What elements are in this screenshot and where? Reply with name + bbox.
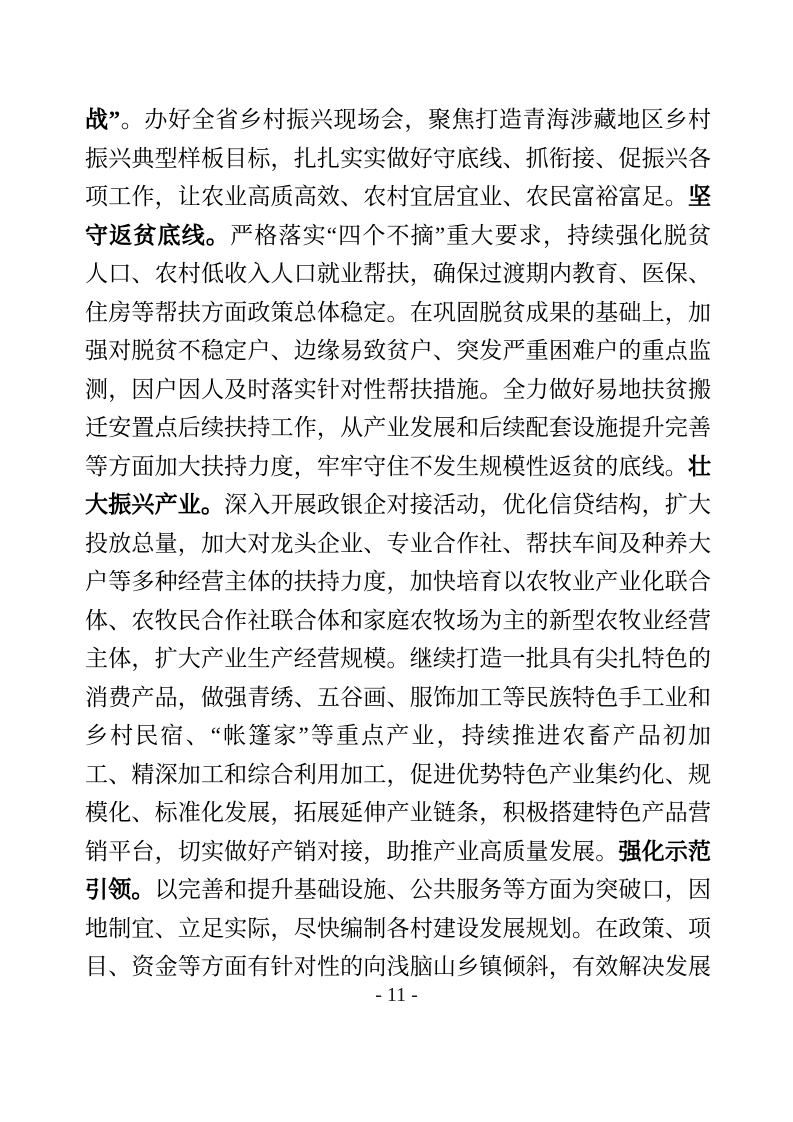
text-line — [85, 871, 711, 910]
text-line — [85, 101, 711, 140]
body-text — [85, 101, 711, 987]
text-segment: 项工作，让农业高质高效、农村宜居宜业、农民富裕富足。 — [85, 184, 688, 209]
emphasis-text-segment: 引领。 — [85, 877, 155, 902]
text-line — [85, 255, 711, 294]
text-line — [85, 140, 711, 179]
text-segment: 严格落实“四个不摘”重大要求，持续强化脱贫 — [230, 222, 711, 248]
text-line — [85, 794, 711, 833]
text-line — [85, 948, 711, 987]
text-segment: 目、资金等方面有针对性的向浅脑山乡镇倾斜，有效解决发展 — [85, 954, 711, 979]
text-segment: 等方面加大扶持力度，牢牢守住不发生规模性返贫的底线。 — [85, 453, 688, 479]
text-line — [85, 602, 711, 641]
text-line — [85, 409, 711, 448]
text-line — [85, 486, 711, 525]
text-segment: 投放总量，加大对龙头企业、专业合作社、帮扶车间及种养大 — [85, 530, 711, 556]
text-line — [85, 563, 711, 602]
text-segment: 。办好全省乡村振兴现场会，聚焦打造青海涉藏地区乡村 — [120, 107, 711, 132]
text-line — [85, 217, 711, 256]
emphasis-text-segment: 壮 — [688, 453, 711, 479]
text-segment: 深入开展政银企对接活动，优化信贷结构，扩大 — [224, 492, 711, 517]
text-segment: 强对脱贫不稳定户、边缘易致贫户、突发严重困难户的重点监 — [85, 338, 711, 363]
text-segment: 测，因户因人及时落实针对性帮扶措施。全力做好易地扶贫搬 — [85, 376, 711, 402]
text-segment: 销平台，切实做好产销对接，助推产业高质量发展。 — [85, 838, 619, 864]
text-segment: 以完善和提升基础设施、公共服务等方面为突破口，因 — [154, 877, 711, 902]
text-segment: 体、农牧民合作社联合体和家庭农牧场为主的新型农牧业经营 — [85, 607, 711, 633]
text-segment: 地制宜、立足实际，尽快编制各村建设发展规划。在政策、项 — [85, 915, 711, 941]
text-segment: 住房等帮扶方面政策总体稳定。在巩固脱贫成果的基础上，加 — [85, 299, 711, 325]
emphasis-text-segment: 守返贫底线。 — [85, 222, 231, 248]
text-segment: 乡村民宿、“帐篷家”等重点产业，持续推进农畜产品初加 — [85, 723, 711, 748]
text-segment: 人口、农村低收入人口就业帮扶，确保过渡期内教育、医保、 — [85, 261, 711, 286]
text-line — [85, 294, 711, 333]
text-segment: 户等多种经营主体的扶持力度，加快培育以农牧业产业化联合 — [85, 569, 711, 594]
text-line — [85, 910, 711, 949]
text-segment: 迁安置点后续扶持工作，从产业发展和后续配套设施提升完善 — [85, 415, 711, 440]
emphasis-text-segment: 战” — [85, 107, 121, 132]
emphasis-text-segment: 大振兴产业。 — [85, 492, 225, 517]
text-segment: 模化、标准化发展，拓展延伸产业链条，积极搭建特色产品营 — [85, 800, 711, 825]
text-segment: 振兴典型样板目标，扎扎实实做好守底线、抓衔接、促振兴各 — [85, 145, 711, 171]
text-line — [85, 178, 711, 217]
text-line — [85, 525, 711, 564]
text-line — [85, 833, 711, 872]
text-line — [85, 371, 711, 410]
text-line — [85, 717, 711, 756]
text-line — [85, 332, 711, 371]
text-segment: 工、精深加工和综合利用加工，促进优势特色产业集约化、规 — [85, 761, 711, 787]
emphasis-text-segment: 坚 — [688, 184, 711, 209]
text-line — [85, 448, 711, 487]
text-line — [85, 640, 711, 679]
text-line — [85, 756, 711, 795]
text-segment: 主体，扩大产业生产经营规模。继续打造一批具有尖扎特色的 — [85, 646, 711, 671]
text-segment: 消费产品，做强青绣、五谷画、服饰加工等民族特色手工业和 — [85, 684, 711, 710]
emphasis-text-segment: 强化示范 — [618, 838, 711, 864]
text-line — [85, 679, 711, 718]
page-number: - 11 - — [375, 984, 418, 1006]
